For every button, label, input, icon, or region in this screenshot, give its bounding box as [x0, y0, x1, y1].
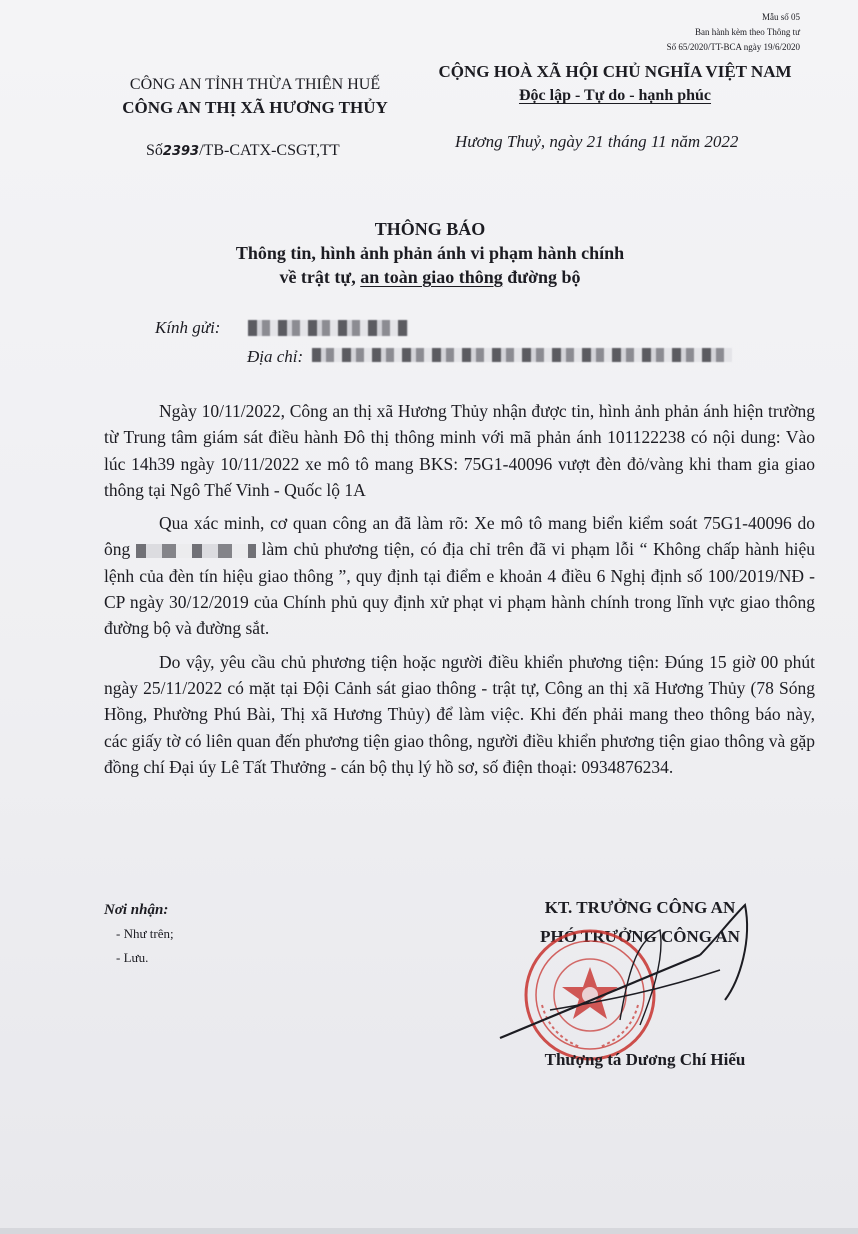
recipients-block: [104, 898, 174, 970]
parent-agency: CÔNG AN TỈNH THỪA THIÊN HUẾ: [129, 76, 381, 93]
place-date: Hương Thuỷ, ngày 21 tháng 11 năm 2022: [455, 132, 739, 151]
form-note-line: Ban hành kèm theo Thông tư: [695, 27, 800, 37]
signature-title-line: PHÓ TRƯỞNG CÔNG AN: [540, 927, 740, 946]
document-title: [150, 217, 710, 289]
address-label: Địa chỉ:: [247, 347, 304, 366]
title-main: THÔNG BÁO: [374, 219, 486, 239]
national-motto: Độc lập - Tự do - hạnh phúc: [518, 87, 712, 104]
doc-number-handwritten: 2393: [162, 144, 200, 159]
doc-number-prefix: Số: [146, 142, 163, 159]
doc-number-suffix: /TB-CATX-CSGT,TT: [199, 142, 340, 159]
redacted-owner-name: [136, 544, 256, 558]
paragraph-request: Do vậy, yêu cầu chủ phương tiện hoặc người điều khiển phương tiện: Đúng 15 giờ 00 phút ngày 25/11/2022 có mặt tại Đội Cảnh sát giao thông - trật tự, Công an thị xã Hương Thủy (78 Sóng Hồng, Phường Phú Bài, Thị xã Hương Thủy) để làm việc. Khi đến phải mang theo thông báo này, các giấy tờ có liên quan đến phương tiện giao thông, người điều khiển phương tiện giao thông và gặp đồng chí Đại úy Lê Tất Thưởng - cán bộ thụ lý hồ sơ, số điện thoại: 0934876234.: [104, 651, 815, 777]
paragraph-verification: [104, 510, 815, 641]
title-subtitle-2: [150, 265, 710, 289]
recipient-label: Kính gửi:: [155, 318, 221, 337]
country-name: CỘNG HOÀ XÃ HỘI CHỦ NGHĨA VIỆT NAM: [438, 62, 792, 81]
title-subtitle: Thông tin, hình ảnh phản ánh vi phạm hành chính: [235, 243, 625, 263]
title-sub-part: đường bộ: [502, 267, 581, 287]
paragraph-report: Ngày 10/11/2022, Công an thị xã Hương Thủy nhận được tin, hình ảnh phản ánh hiện trường từ Trung tâm giám sát điều hành Đô thị thông minh với mã phản ánh 101122238 có nội dung: Vào lúc 14h39 ngày 10/11/2022 xe mô tô mang BKS: 75G1-40096 vượt đèn đỏ/vàng khi tham gia giao thông tại Ngô Thế Vinh - Quốc lộ 1A: [104, 401, 815, 500]
national-header: [415, 60, 815, 108]
title-sub-underlined: an toàn giao thông: [360, 267, 503, 287]
signature-title-line: KT. TRƯỞNG CÔNG AN: [544, 898, 736, 917]
recipient-item: - Lưu.: [116, 950, 149, 965]
redacted-recipient-name: [248, 320, 408, 336]
form-note-line: Mẫu số 05: [762, 12, 800, 22]
form-note: [600, 10, 800, 55]
body-text: [104, 398, 815, 787]
paragraph-part: làm chủ phương tiện, có địa chỉ trên đã vi phạm lỗi “ Không chấp hành hiệu lệnh của đèn tín hiệu giao thông ”, quy định tại điểm e khoản 4 điều 6 Nghị định số 100/2019/NĐ - CP ngày 30/12/2019 của Chính phủ quy định xử phạt vi phạm hành chính trong lĩnh vực giao thông đường bộ và đường sắt.: [104, 539, 816, 639]
handwritten-signature-icon: [490, 900, 780, 1050]
signer-name: Thượng tá Dương Chí Hiếu: [544, 1050, 746, 1069]
recipients-heading: Nơi nhận:: [104, 902, 169, 918]
paragraph-part: Qua xác minh, cơ quan công an đã làm rõ: Xe mô tô mang biển kiểm soát 75G1-40096 do ông: [104, 513, 815, 560]
agency-name: CÔNG AN THỊ XÃ HƯƠNG THỦY: [122, 98, 388, 117]
document-number: [146, 142, 340, 160]
issuing-agency: [95, 73, 415, 119]
recipient-item: - Như trên;: [116, 926, 174, 941]
title-sub-part: về trật tự,: [279, 267, 361, 287]
form-note-line: Số 65/2020/TT-BCA ngày 19/6/2020: [666, 42, 800, 52]
redacted-address: [312, 348, 732, 362]
